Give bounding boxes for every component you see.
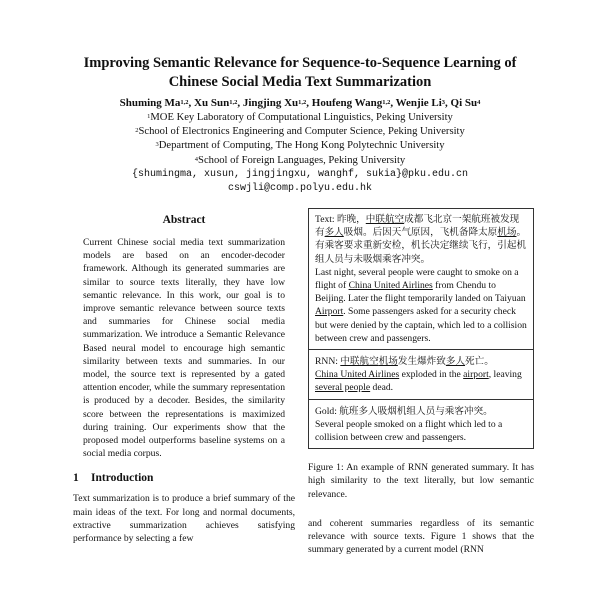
figure-1-caption: Figure 1: An example of RNN generated summary. It has high similarity to the text literally, but low semantic relevance. [308, 462, 534, 500]
section-heading-introduction [73, 472, 295, 484]
left-column [73, 214, 295, 545]
title-line-1: Improving Semantic Relevance for Sequence-to-Sequence Learning of [83, 55, 517, 71]
figure-divider [309, 399, 533, 400]
figure-text-english: Last night, several people were caught to smoke on a flight of China United Airlines from Chendu to Beijing. Later the flight temporarily landed on Taiyuan Airport. Some passengers asked for a security check but were denied by the captain, which led to a collision between crew and passengers. [315, 266, 527, 344]
author: Shuming Ma$^{1,2}$, [119, 97, 195, 109]
figure-text-chinese: Text: 昨晚，中联航空成都飞北京一架航班被发现有多人吸烟。后因天气原因，飞机备降太原机场。有乘客要求重新安检，机长决定继续飞行，引起机组人员与未吸烟乘客冲突。 [315, 214, 527, 265]
email-line-1: {shumingma, xusun, jingjingxu, wanghf, sukia}@pku.edu.cn [131, 168, 469, 180]
section-number: 1 [73, 472, 79, 485]
introduction-text: Text summarization is to produce a brief summary of the main ideas of the text. For long and normal documents, extractive summarization achieves satisfying performance by selecting a few [73, 493, 295, 545]
author: Wenjie Li$^3$, [395, 97, 451, 109]
author: Jingjing Xu$^{1,2}$, [242, 97, 312, 109]
figure-divider [309, 349, 533, 350]
author: Xu Sun$^{1,2}$, [194, 97, 243, 109]
paper-title [60, 54, 540, 92]
figure-rnn-chinese: RNN: 中联航空机场发生爆炸致多人死亡。 [315, 356, 494, 368]
author: Qi Su$^4$ [450, 97, 481, 109]
affiliation: $^4$School of Foreign Languages, Peking University [194, 154, 406, 166]
section-title: Introduction [91, 472, 154, 485]
email-line-2: cswjli@comp.polyu.edu.hk [227, 183, 373, 195]
affiliation: $^1$MOE Key Laboratory of Computational Linguistics, Peking University [147, 112, 453, 123]
right-body-text: and coherent summaries regardless of its semantic relevance with source texts. Figure 1 shows that the summary generated by a current model (RNN [308, 517, 534, 556]
figure-gold-chinese: Gold: 航班多人吸烟机组人员与乘客冲突。 [315, 405, 493, 417]
abstract-text: Current Chinese social media text summarization models are based on an encoder-decoder framework. Although its generated summaries are similar to source texts literally, they have low semantic relevance. In this work, our goal is to improve semantic relevance between source texts and summaries for Chinese social media summarization. We introduce a Semantic Relevance Based neural model to encourage high semantic similarity between texts and summaries. In our model, the source text is represented by a gated attention encoder, while the summary representation is produced by a decoder. Besides, the similarity score between the representations is maximized during training. Our experiments show that the proposed model outperforms baseline systems on a social media corpus. [83, 237, 285, 460]
affiliation: $^3$Department of Computing, The Hong Kong Polytechnic University [155, 140, 445, 152]
title-line-2: Chinese Social Media Text Summarization [168, 74, 432, 90]
figure-1-box [308, 208, 534, 449]
affiliation: $^2$School of Electronics Engineering and Computer Science, Peking University [135, 126, 465, 138]
figure-rnn-english: China United Airlines exploded in the airport, leaving several people dead. [315, 369, 522, 394]
right-column [308, 208, 534, 556]
affiliations [40, 111, 560, 196]
abstract-heading: Abstract [162, 214, 206, 226]
author-list [40, 96, 560, 111]
author: Houfeng Wang$^{1,2}$, [311, 97, 396, 109]
figure-gold-english: Several people smoked on a flight which led to a collision between crew and passengers. [315, 418, 503, 444]
